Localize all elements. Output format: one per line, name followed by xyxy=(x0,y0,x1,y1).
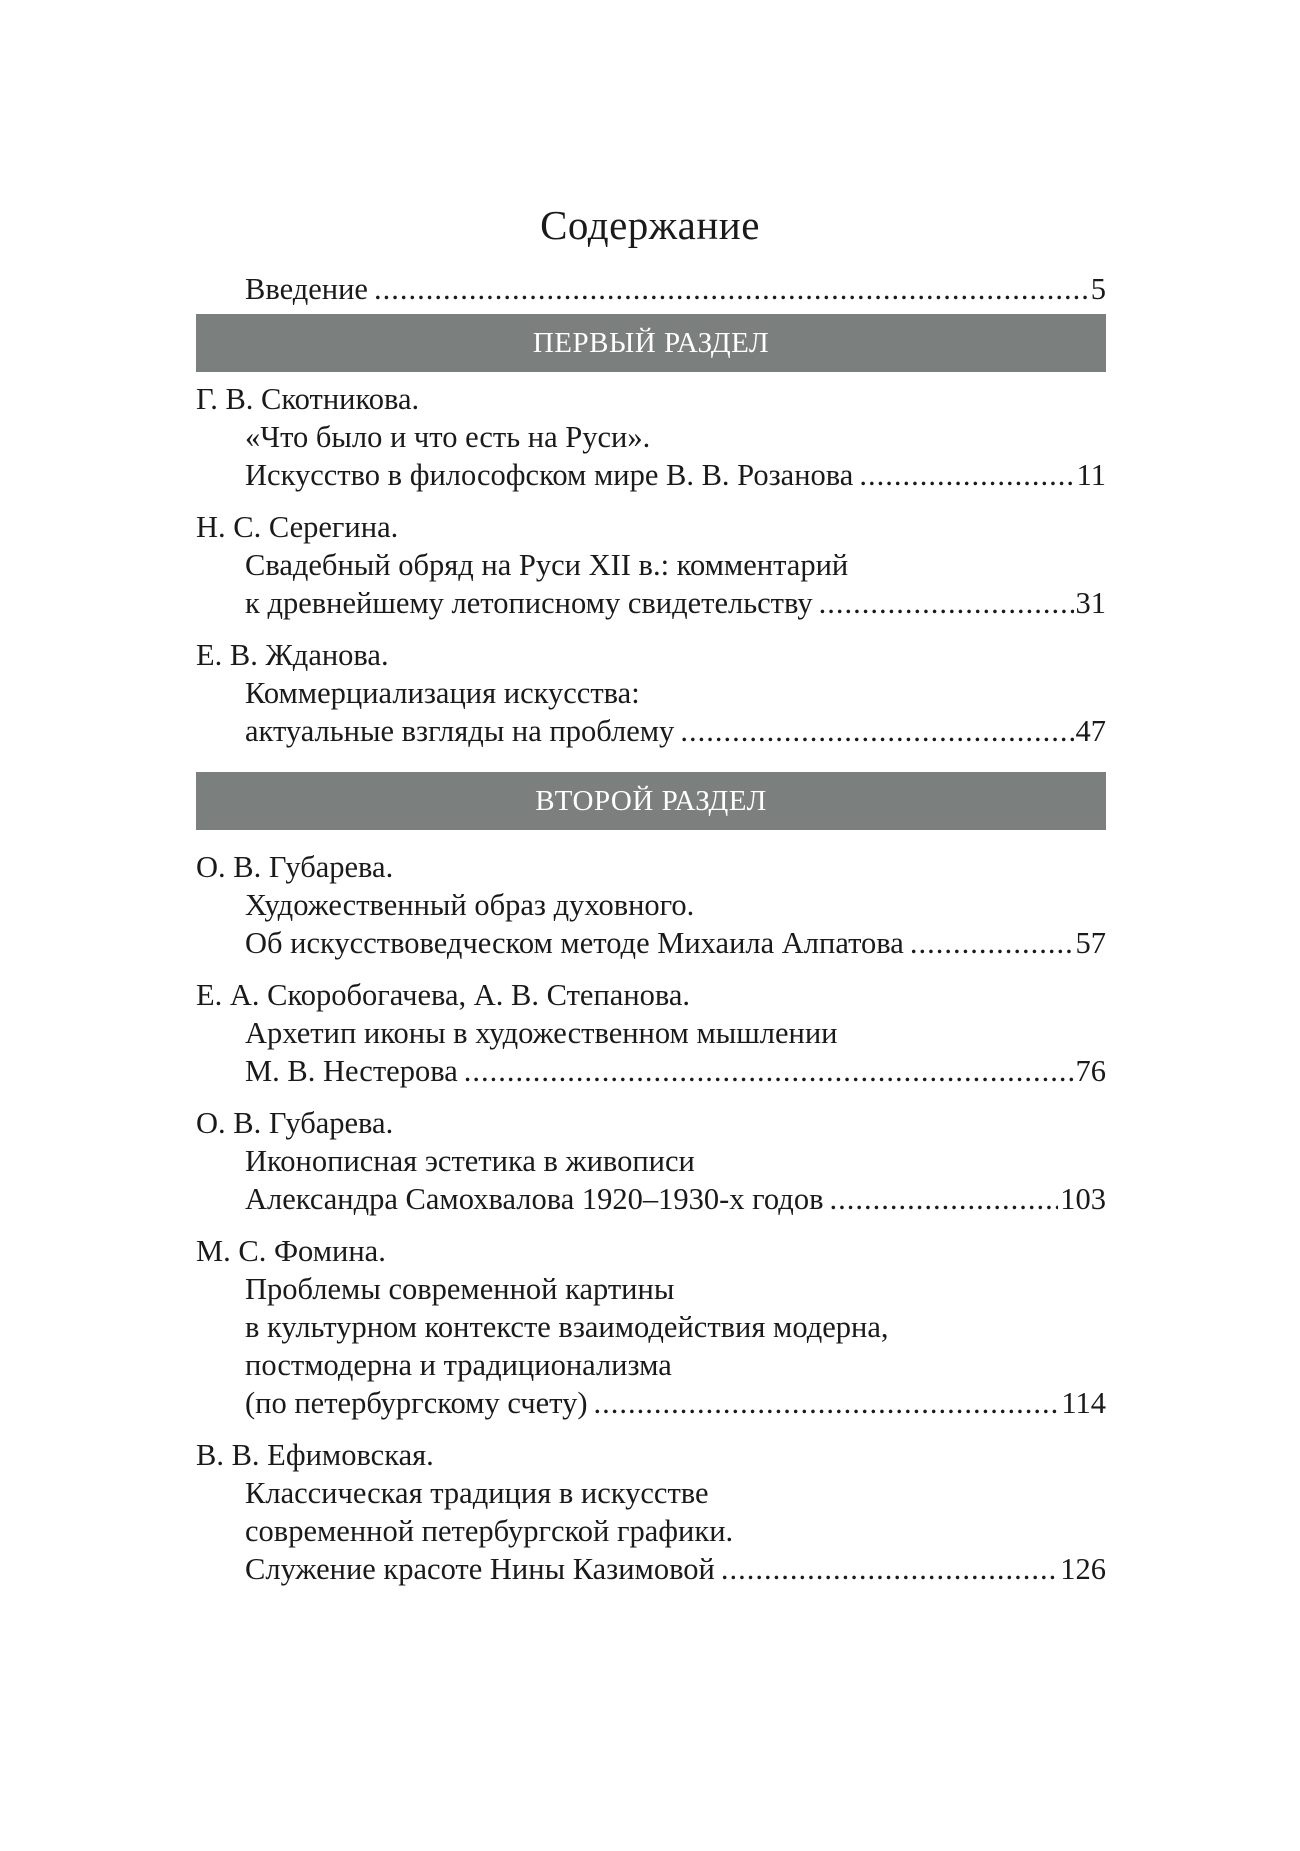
dot-leader xyxy=(910,924,1074,962)
entry-last-line xyxy=(196,1052,1106,1090)
page-number: 31 xyxy=(1075,586,1106,620)
entry-title-line: в культурном контексте взаимодействия модерна, xyxy=(245,1310,889,1344)
entry-title-line: Коммерциализация искусства: xyxy=(245,676,640,710)
entry-title-line: Классическая традиция в искусстве xyxy=(245,1476,709,1510)
entry-title-line: (по петербургскому счету) xyxy=(245,1386,588,1420)
entry-author: Г. В. Скотникова. xyxy=(196,382,420,416)
dot-leader xyxy=(680,712,1073,750)
entry-title-line: Об искусствоведческом методе Михаила Алпатова xyxy=(245,926,904,960)
toc-entry[interactable] xyxy=(196,848,1106,962)
toc-entry[interactable] xyxy=(196,1436,1106,1588)
dot-leader xyxy=(819,584,1074,622)
entry-author: В. В. Ефимовская. xyxy=(196,1438,434,1472)
entry-author: О. В. Губарева. xyxy=(196,850,394,884)
entry-last-line xyxy=(196,712,1106,750)
entry-author: О. В. Губарева. xyxy=(196,1106,394,1140)
entry-title-line: Художественный образ духовного. xyxy=(245,888,695,922)
page-number: 76 xyxy=(1075,1054,1106,1088)
entry-title-line: «Что было и что есть на Руси». xyxy=(245,420,651,454)
entry-title-line: Александра Самохвалова 1920–1930-х годов xyxy=(245,1182,824,1216)
dot-leader xyxy=(594,1384,1060,1422)
toc-entry[interactable] xyxy=(196,976,1106,1090)
toc-entry[interactable] xyxy=(196,636,1106,750)
dot-leader xyxy=(374,270,1089,308)
entry-last-line xyxy=(196,1384,1106,1422)
toc-entry[interactable] xyxy=(196,380,1106,494)
entry-title-line: Иконописная эстетика в живописи xyxy=(245,1144,695,1178)
toc-entry[interactable] xyxy=(196,1104,1106,1218)
dot-leader xyxy=(721,1550,1058,1588)
entry-title-line: Искусство в философском мире В. В. Розанова xyxy=(245,458,854,492)
dot-leader xyxy=(859,456,1074,494)
entry-author: Е. А. Скоробогачева, А. В. Степанова. xyxy=(196,978,691,1012)
page-number: 11 xyxy=(1076,458,1106,492)
entry-title-line: Проблемы современной картины xyxy=(245,1272,675,1306)
entry-title-line: постмодерна и традиционализма xyxy=(245,1348,672,1382)
entry-last-line xyxy=(196,584,1106,622)
entry-title-line: современной петербургской графики. xyxy=(245,1514,734,1548)
page-number: 114 xyxy=(1061,1386,1106,1420)
toc-entry-intro[interactable] xyxy=(196,270,1106,308)
section-heading-1: ПЕРВЫЙ РАЗДЕЛ xyxy=(196,314,1106,372)
entry-title-line: Архетип иконы в художественном мышлении xyxy=(245,1016,838,1050)
entry-title-line: М. В. Нестерова xyxy=(245,1054,458,1088)
page-number: 47 xyxy=(1075,714,1106,748)
entry-title-line: актуальные взгляды на проблему xyxy=(245,714,675,748)
toc-entry[interactable] xyxy=(196,508,1106,622)
section-heading-2: ВТОРОЙ РАЗДЕЛ xyxy=(196,772,1106,830)
page-number: 57 xyxy=(1075,926,1106,960)
entry-author: М. С. Фомина. xyxy=(196,1234,386,1268)
page-number: 126 xyxy=(1060,1552,1106,1586)
toc-entry[interactable] xyxy=(196,1232,1106,1422)
entry-last-line xyxy=(196,456,1106,494)
entry-title-line: Свадебный обряд на Руси XII в.: комментарий xyxy=(245,548,849,582)
entry-last-line xyxy=(196,1550,1106,1588)
page-title: Содержание xyxy=(540,202,760,248)
entry-last-line xyxy=(196,924,1106,962)
table-of-contents xyxy=(196,270,1106,1588)
entry-title: Введение xyxy=(245,272,368,306)
page-number: 5 xyxy=(1090,272,1106,306)
entry-author: Е. В. Жданова. xyxy=(196,638,389,672)
dot-leader xyxy=(464,1052,1074,1090)
entry-author: Н. С. Серегина. xyxy=(196,510,399,544)
entry-last-line xyxy=(196,1180,1106,1218)
entry-title-line: к древнейшему летописному свидетельству xyxy=(245,586,813,620)
page-number: 103 xyxy=(1060,1182,1106,1216)
entry-title-line: Служение красоте Нины Казимовой xyxy=(245,1552,715,1586)
dot-leader xyxy=(829,1180,1058,1218)
